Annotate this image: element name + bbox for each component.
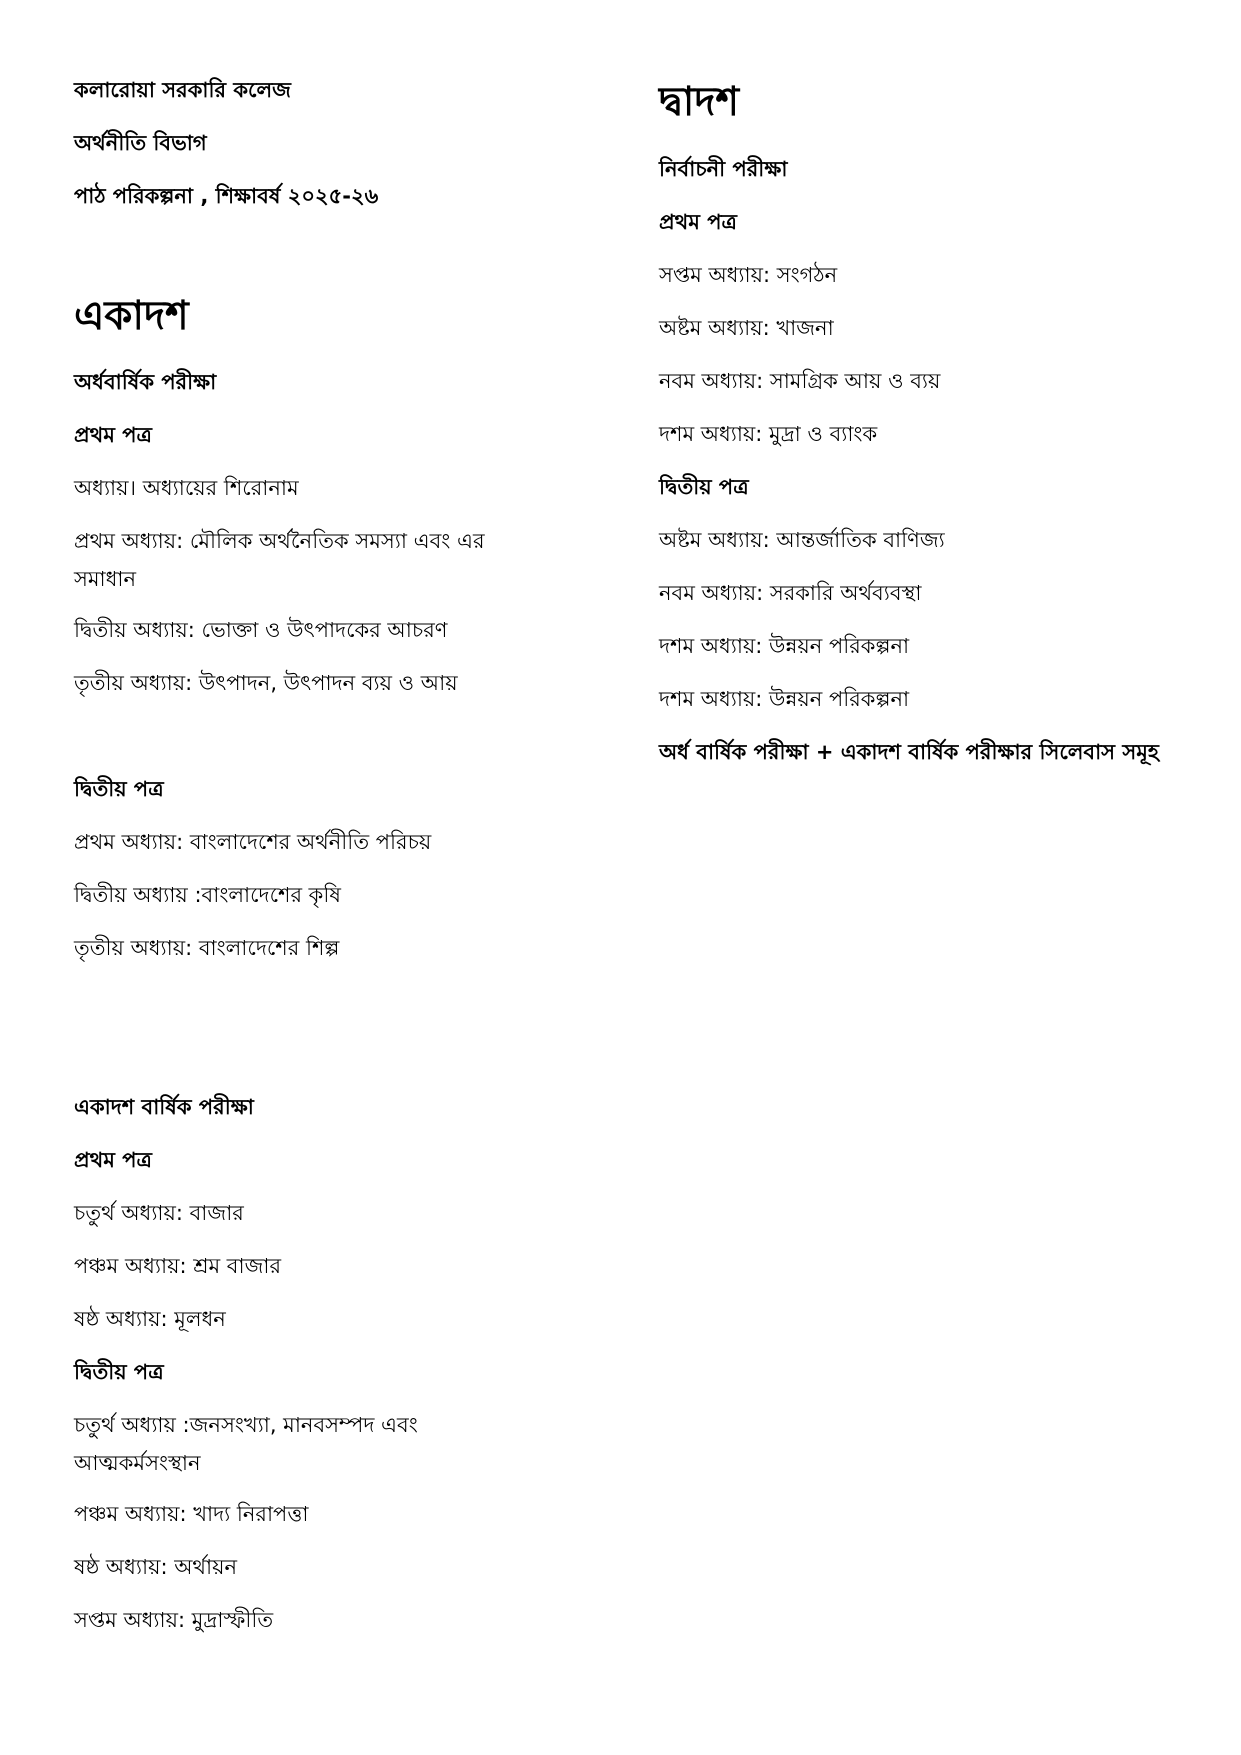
selection-paper2-heading: দ্বিতীয় পত্র	[659, 475, 749, 499]
half-yearly-paper2-heading: দ্বিতীয় পত্র	[74, 777, 164, 801]
chapter-title-header: অধ্যায়। অধ্যায়ের শিরোনাম	[74, 476, 299, 500]
list-item: প্রথম অধ্যায়: বাংলাদেশের অর্থনীতি পরিচয়	[74, 830, 432, 854]
annual-exam-heading: একাদশ বার্ষিক পরীক্ষা	[74, 1095, 254, 1119]
list-item: প্রথম অধ্যায়: মৌলিক অর্থনৈতিক সমস্যা এবং এর সমাধান	[74, 529, 485, 591]
list-item: চতুর্থ অধ্যায়: বাজার	[74, 1201, 244, 1225]
class12-heading: দ্বাদশ	[659, 79, 740, 125]
list-item: সপ্তম অধ্যায়: মুদ্রাস্ফীতি	[74, 1608, 274, 1632]
list-item: দ্বিতীয় অধ্যায় :বাংলাদেশের কৃষি	[74, 883, 341, 907]
list-item: সপ্তম অধ্যায়: সংগঠন	[659, 263, 838, 287]
list-item: অষ্টম অধ্যায়: খাজনা	[659, 316, 834, 340]
list-item: অষ্টম অধ্যায়: আন্তর্জাতিক বাণিজ্য	[659, 528, 945, 552]
selection-exam-heading: নির্বাচনী পরীক্ষা	[659, 157, 788, 181]
list-item: দ্বিতীয় অধ্যায়: ভোক্তা ও উৎপাদকের আচরণ	[74, 618, 448, 642]
list-item: ষষ্ঠ অধ্যায়: অর্থায়ন	[74, 1555, 237, 1579]
half-yearly-exam-heading: অর্ধবার্ষিক পরীক্ষা	[74, 370, 217, 394]
selection-paper1-heading: প্রথম পত্র	[659, 210, 737, 234]
list-item: দশম অধ্যায়: উন্নয়ন পরিকল্পনা	[659, 634, 910, 658]
list-item: নবম অধ্যায়: সামগ্রিক আয় ও ব্যয়	[659, 369, 941, 393]
class11-heading: একাদশ	[74, 293, 189, 339]
list-item: ষষ্ঠ অধ্যায়: মূলধন	[74, 1307, 226, 1331]
syllabus-note: অর্ধ বার্ষিক পরীক্ষা + একাদশ বার্ষিক পরীক্ষার সিলেবাস সমূহ	[659, 740, 1159, 764]
department-name: অর্থনীতি বিভাগ	[74, 131, 207, 155]
lesson-plan-title: পাঠ পরিকল্পনা , শিক্ষাবর্ষ ২০২৫-২৬	[74, 184, 379, 208]
annual-paper1-heading: প্রথম পত্র	[74, 1148, 152, 1172]
list-item: চতুর্থ অধ্যায় :জনসংখ্যা, মানবসম্পদ এবং আত্মকর্মসংস্থান	[74, 1413, 418, 1475]
annual-paper2-heading: দ্বিতীয় পত্র	[74, 1360, 164, 1384]
college-name: কলারোয়া সরকারি কলেজ	[74, 78, 291, 102]
list-item: নবম অধ্যায়: সরকারি অর্থব্যবস্থা	[659, 581, 922, 605]
list-item: তৃতীয় অধ্যায়: বাংলাদেশের শিল্প	[74, 936, 340, 960]
half-yearly-paper1-heading: প্রথম পত্র	[74, 423, 152, 447]
list-item: পঞ্চম অধ্যায়: খাদ্য নিরাপত্তা	[74, 1502, 309, 1526]
list-item: দশম অধ্যায়: মুদ্রা ও ব্যাংক	[659, 422, 878, 446]
list-item: দশম অধ্যায়: উন্নয়ন পরিকল্পনা	[659, 687, 910, 711]
list-item: তৃতীয় অধ্যায়: উৎপাদন, উৎপাদন ব্যয় ও আয়	[74, 671, 458, 695]
list-item: পঞ্চম অধ্যায়: শ্রম বাজার	[74, 1254, 282, 1278]
